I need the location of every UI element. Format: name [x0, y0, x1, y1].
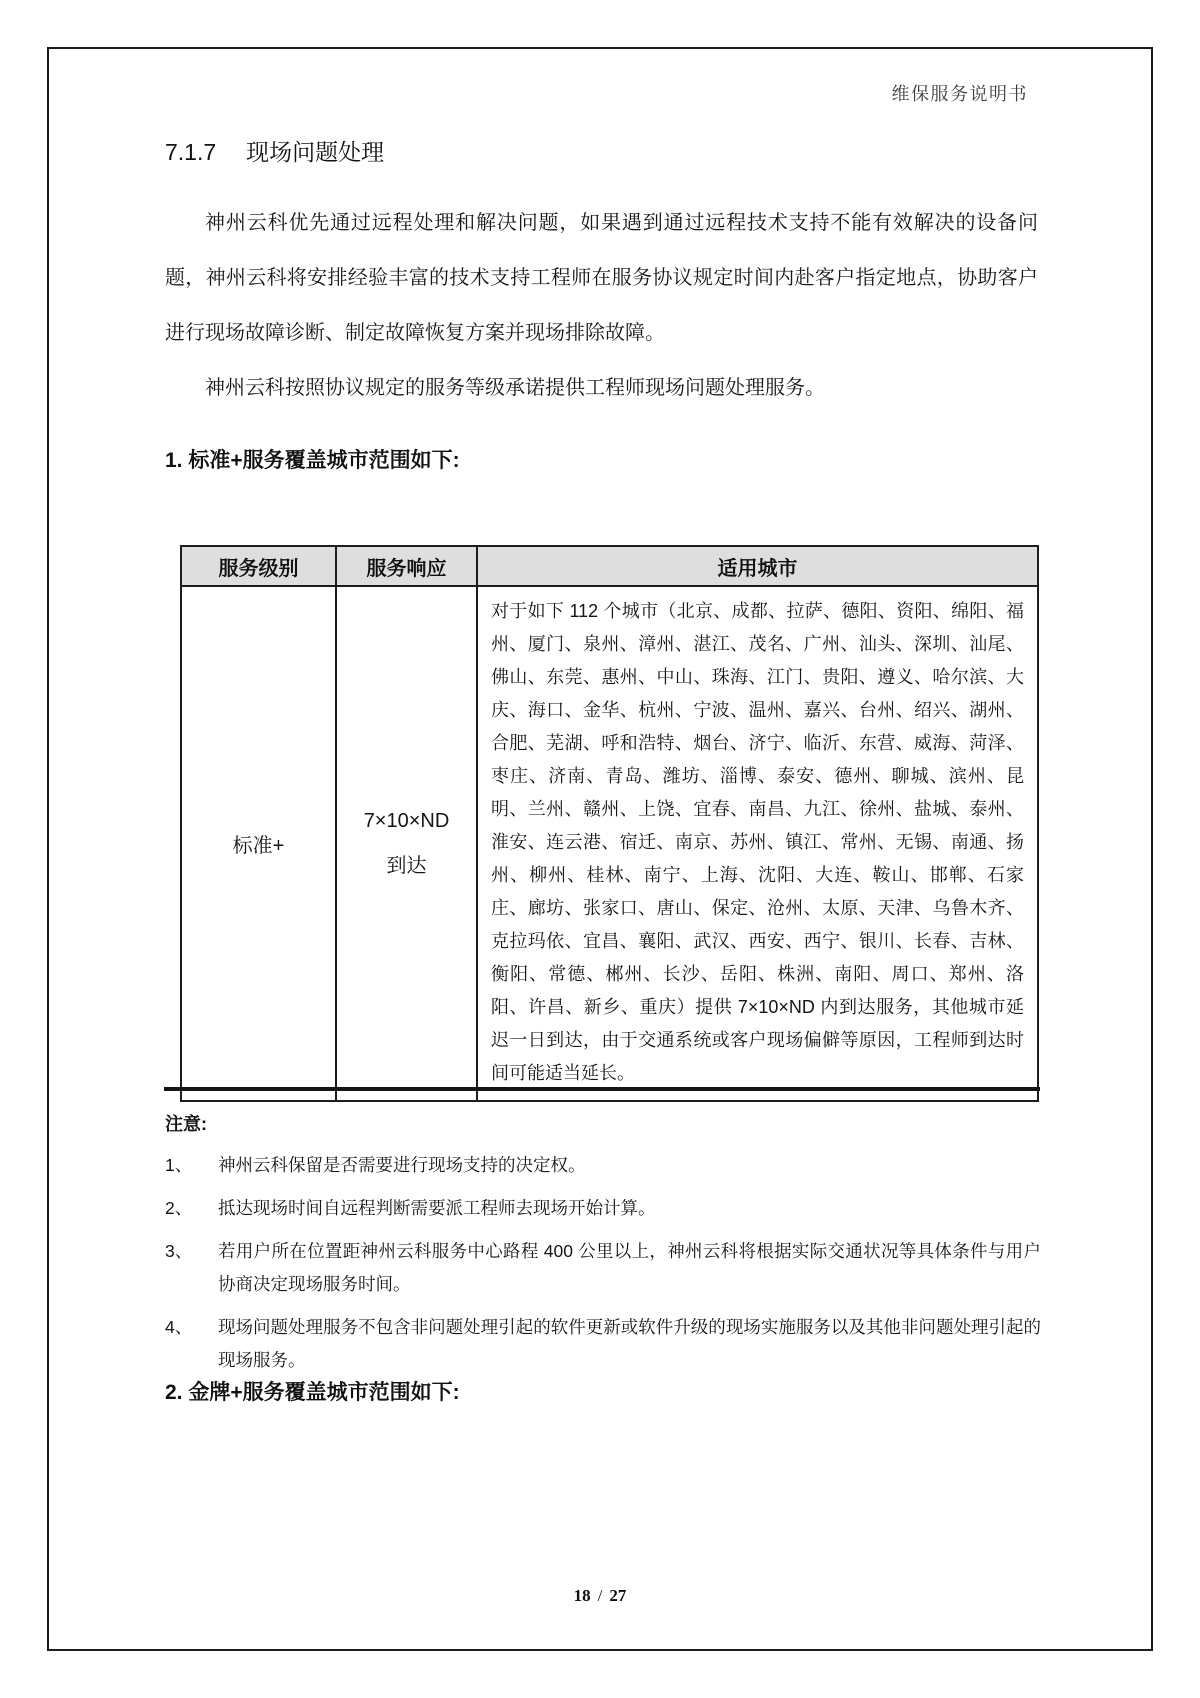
- note-marker: 3、: [165, 1241, 193, 1261]
- section-title: 现场问题处理: [246, 139, 385, 165]
- note-text: 抵达现场时间自远程判断需要派工程师去现场开始计算。: [218, 1198, 656, 1218]
- current-page-number: 18: [573, 1586, 591, 1605]
- section-divider-rule: [164, 1087, 1040, 1091]
- cell-service-response: [336, 586, 477, 1101]
- note-text: 神州云科保留是否需要进行现场支持的决定权。: [218, 1155, 586, 1175]
- note-marker: 2、: [165, 1198, 193, 1218]
- response-line-1: 7×10×ND: [363, 809, 450, 832]
- note-text: 现场问题处理服务不包含非问题处理引起的软件更新或软件升级的现场实施服务以及其他非问题处理引起的现场服务。: [218, 1317, 1041, 1370]
- note-marker: 1、: [165, 1155, 193, 1175]
- subheading-standard-coverage: 1. 标准+服务覆盖城市范围如下:: [165, 449, 460, 472]
- cell-applicable-cities: 对于如下 112 个城市（北京、成都、拉萨、德阳、资阳、绵阳、福州、厦门、泉州、漳州、湛江、茂名、广州、汕头、深圳、汕尾、佛山、东莞、惠州、中山、珠海、江门、贵阳、遵义、哈尔滨、大庆、海口、金华、杭州、宁波、温州、嘉兴、台州、绍兴、湖州、合肥、芜湖、呼和浩特、烟台、济宁、临沂、东营、威海、菏泽、枣庄、济南、青岛、潍坊、淄博、泰安、德州、聊城、滨州、昆明、兰州、赣州、上饶、宜春、南昌、九江、徐州、盐城、泰州、淮安、连云港、宿迁、南京、苏州、镇江、常州、无锡、南通、扬州、柳州、桂林、南宁、上海、沈阳、大连、鞍山、邯郸、石家庄、廊坊、张家口、唐山、保定、沧州、太原、天津、乌鲁木齐、克拉玛依、宜昌、襄阳、武汉、西安、西宁、银川、长春、吉林、衡阳、常德、郴州、长沙、岳阳、株洲、南阳、周口、郑州、洛阳、许昌、新乡、重庆）提供 7×10×ND 内到达服务，其他城市延迟一日到达，由于交通系统或客户现场偏僻等原因，工程师到达时间可能适当延长。: [477, 586, 1038, 1101]
- note-item-1: [165, 1149, 1041, 1182]
- page-number: [0, 1586, 1200, 1606]
- notes-section: [165, 1110, 1041, 1387]
- table-header-row: [181, 546, 1038, 586]
- col-header-applicable-cities: 适用城市: [477, 546, 1038, 586]
- coverage-table: [180, 545, 1039, 1102]
- subheading-gold-coverage: 2. 金牌+服务覆盖城市范围如下:: [165, 1381, 460, 1404]
- note-item-4: [165, 1311, 1041, 1377]
- notes-label: 注意:: [165, 1114, 207, 1134]
- note-item-3: [165, 1235, 1041, 1301]
- commitment-paragraph: 神州云科按照协议规定的服务等级承诺提供工程师现场问题处理服务。: [205, 377, 825, 399]
- response-line-2: 到达: [386, 854, 427, 877]
- note-text: 若用户所在位置距神州云科服务中心路程 400 公里以上，神州云科将根据实际交通状况等具体条件与用户协商决定现场服务时间。: [218, 1241, 1041, 1294]
- section-heading: [165, 134, 384, 167]
- table-row: [181, 586, 1038, 1101]
- col-header-service-level: 服务级别: [181, 546, 336, 586]
- col-header-service-response: 服务响应: [336, 546, 477, 586]
- page-number-separator: /: [597, 1586, 603, 1605]
- section-number: 7.1.7: [165, 139, 217, 165]
- note-item-2: [165, 1192, 1041, 1225]
- intro-paragraph: 神州云科优先通过远程处理和解决问题，如果遇到通过远程技术支持不能有效解决的设备问题，神州云科将安排经验丰富的技术支持工程师在服务协议规定时间内赴客户指定地点，协助客户进行现场故障诊断、制定故障恢复方案并现场排除故障。: [165, 212, 1038, 344]
- total-page-count: 27: [609, 1586, 627, 1605]
- document-header-title: 维保服务说明书: [891, 84, 1028, 104]
- cell-service-level: 标准+: [181, 586, 336, 1101]
- note-marker: 4、: [165, 1317, 193, 1337]
